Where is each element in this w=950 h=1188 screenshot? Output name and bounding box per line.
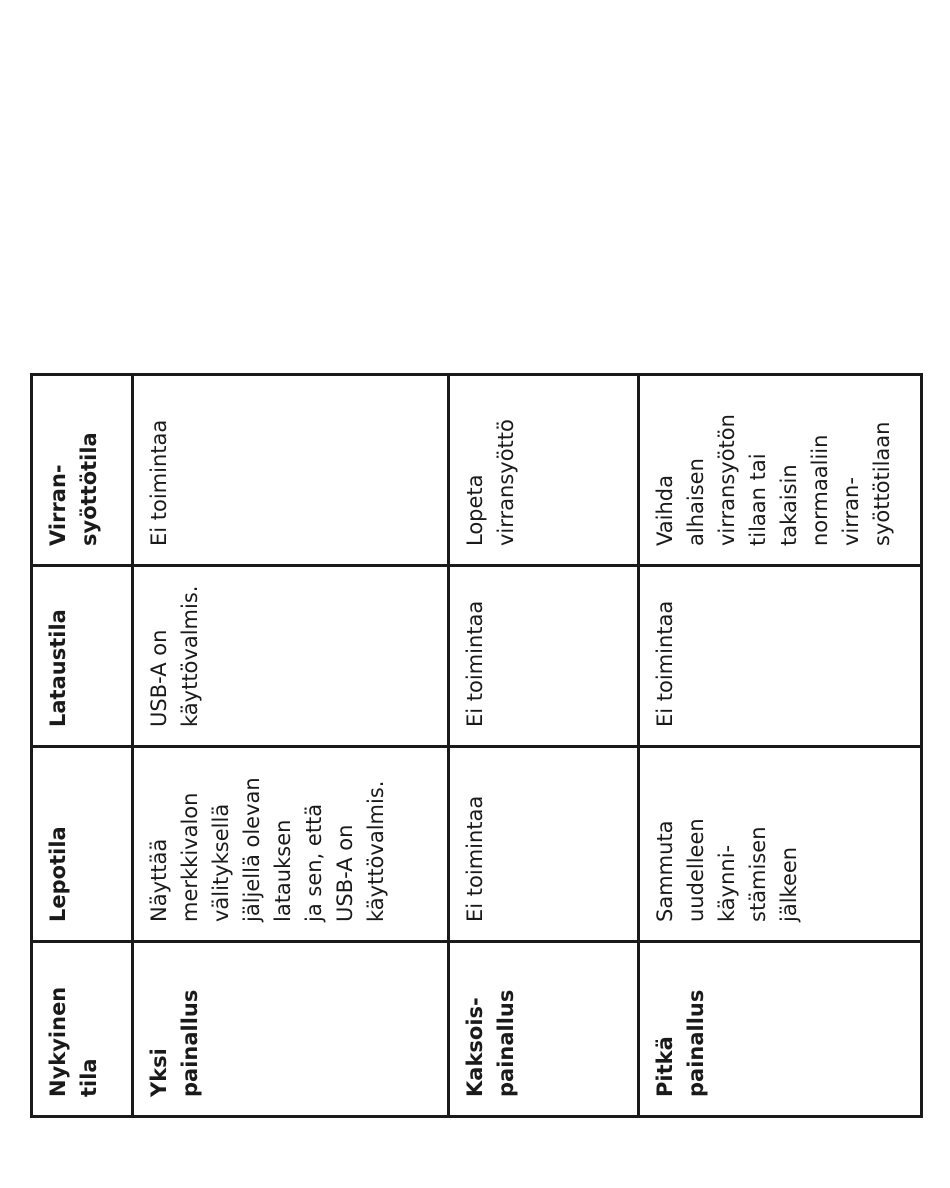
cell-single-power: Ei toimintaa <box>133 375 449 566</box>
header-sleep-mode: Lepotila <box>32 747 133 942</box>
table-row <box>639 375 922 1117</box>
table-row <box>133 375 449 1117</box>
cell-double-power: Lopeta virransyöttö <box>449 375 639 566</box>
cell-single-charging: USB-A on käyttövalmis. <box>133 566 449 747</box>
rotated-table-container <box>30 376 920 1118</box>
row-label-double-press: Kaksois- painallus <box>449 942 639 1117</box>
cell-long-sleep: Sammuta uudelleen käynni- stämisen jälkeen <box>639 747 922 942</box>
header-charging-mode: Lataustila <box>32 566 133 747</box>
cell-double-charging: Ei toimintaa <box>449 566 639 747</box>
table-row <box>449 375 639 1117</box>
header-current-mode: Nykyinen tila <box>32 942 133 1117</box>
cell-double-sleep: Ei toimintaa <box>449 747 639 942</box>
header-row <box>32 375 133 1117</box>
row-label-long-press: Pitkä painallus <box>639 942 922 1117</box>
cell-single-sleep: Näyttää merkkivalon välityksellä jäljellä olevan latauksen ja sen, että USB-A on käyttövalmis. <box>133 747 449 942</box>
row-label-single-press: Yksi painallus <box>133 942 449 1117</box>
header-power-output-mode: Virran- syöttötila <box>32 375 133 566</box>
mode-table <box>30 373 923 1118</box>
cell-long-charging: Ei toimintaa <box>639 566 922 747</box>
cell-long-power: Vaihda alhaisen virransyötön tilaan tai takaisin normaaliin virran- syöttötilaan <box>639 375 922 566</box>
